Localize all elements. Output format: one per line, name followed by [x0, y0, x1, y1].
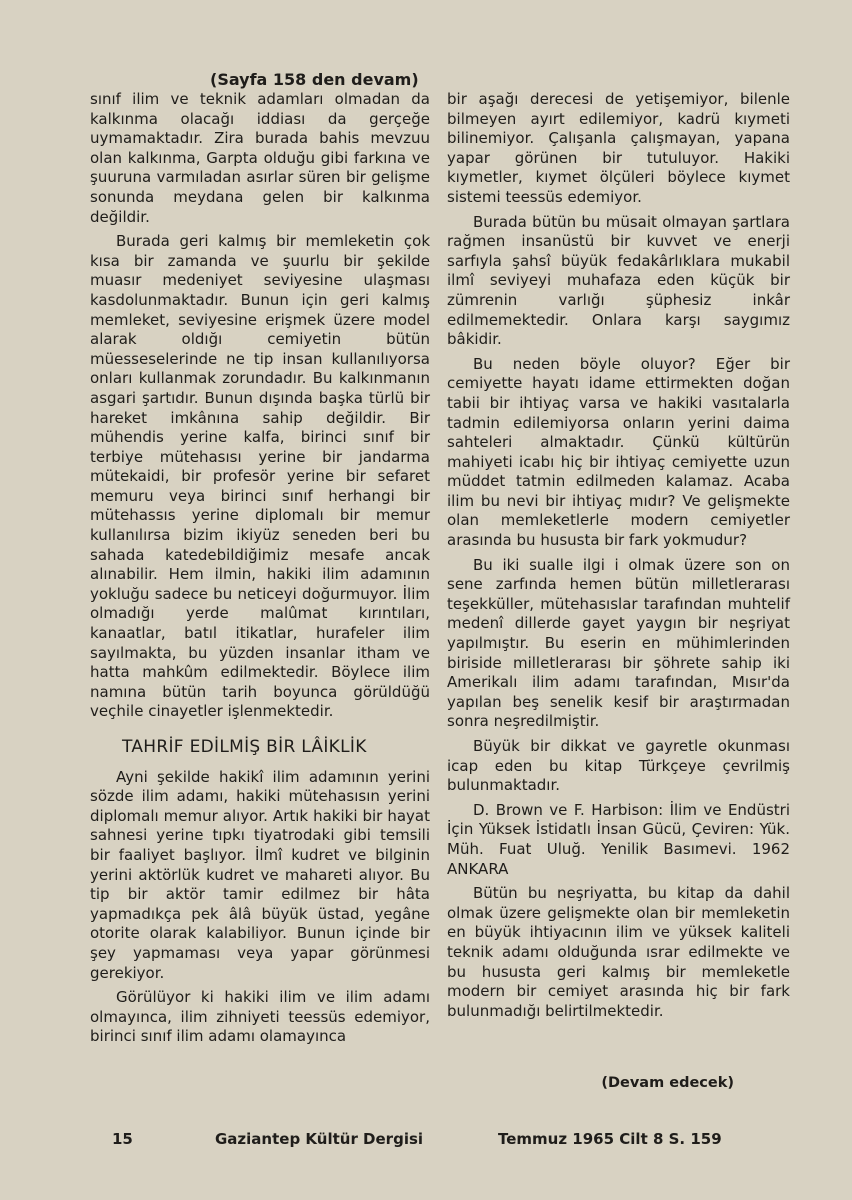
bibliography-entry: D. Brown ve F. Harbison: İlim ve Endüstri İçin Yüksek İstidatlı İnsan Gücü, Çeviren: Yük. Müh. Fuat Uluğ. Yenilik Basımevi. 1962 ANKARA [447, 800, 790, 878]
continuation-header: (Sayfa 158 den devam) [210, 70, 419, 89]
paragraph: Burada bütün bu müsait olmayan şartlara rağmen insanüstü bir kuvvet ve enerji sarfıyla şahsî büyük fedakârlıklara mukabil ilmî seviyeyi muhafaza eden küçük bir zümrenin varlığı şüphesiz inkâr edilmemektedir. Onlara karşı saygımız bâkidir. [447, 212, 790, 349]
paragraph: Görülüyor ki hakiki ilim ve ilim adamı olmayınca, ilim zihniyeti teessüs edemiyor, birinci sınıf ilim adamı olamayınca [90, 988, 430, 1046]
continued-note: (Devam edecek) [601, 1075, 734, 1091]
paragraph: Bütün bu neşriyatta, bu kitap da dahil olmak üzere gelişmekte olan bir memleketin en büyük ihtiyacının ilim ve yüksek kaliteli teknik adamı olduğunda ısrar edilmekte ve bu hususta geri kalmış bir memleketle modern bir cemiyet arasında hiç bir fark bulunmadığı belirtilmektedir. [447, 884, 790, 1020]
paragraph: Bu iki sualle ilgi i olmak üzere son on sene zarfında hemen bütün milletlerarası teşekküller, mütehasıslar tarafından muhtelif medenî dillerde gayet yaygın bir neşriyat yapılmıştır. Bu eserin en mühimlerinden biriside milletlerarası bir şöhrete sahip iki Amerikalı ilim adamı tarafından, Mısır'da yapılan beş senelik kesif bir araştırmadan sonra neşredilmiştir. [447, 555, 790, 731]
paragraph: sınıf ilim ve teknik adamları olmadan da kalkınma olacağı iddiası da gerçeğe uymamaktadır. Zira burada bahis mevzuu olan kalkınma, Garpta olduğu gibi farkına ve şuuruna varmıladan asırlar süren bir gelişme sonunda meydana gelen bir kalkınma değildir. [90, 90, 430, 226]
paragraph: Bu neden böyle oluyor? Eğer bir cemiyette hayatı idame ettirmekten doğan tabii bir ihtiyaç varsa ve hakiki vasıtalarla tadmin edilemiyorsa onların yerini daima sahteleri almaktadır. Çünkü kültürün mahiyeti icabı hiç bir ihtiyaç cemiyette uzun müddet tatmin edilmeden kalamaz. Acaba ilim bu nevi bir ihtiyaç mıdır? Ve gelişmekte olan memleketlerle modern cemiyetler arasında bu hususta bir fark yokmudur? [447, 354, 790, 550]
right-column [447, 90, 790, 1026]
paragraph: bir aşağı derecesi de yetişemiyor, bilenle bilmeyen ayırt edilemiyor, kadrü kıymeti bilinemiyor. Çalışanla çalışmayan, yapana yapar görünen bir tutuluyor. Hakiki kıymetler, kıymet ölçüleri böylece kıymet sistemi teessüs edemiyor. [447, 90, 790, 206]
page-number: 15 [112, 1130, 133, 1148]
paragraph: Burada geri kalmış bir memleketin çok kısa bir zamanda ve şuurlu bir şekilde muasır medeniyet seviyesine ulaşması kasdolunmaktadır. Bunun için geri kalmış memleket, seviyesine erişmek üzere model alarak oldığı cemiyetin bütün müesseselerinde ne tip insan kullanılıyorsa onları kullanmak zorundadır. Bu kalkınmanın asgari şartıdır. Bunun dışında başka türlü bir hareket imkânına sahip değildir. Bir mühendis yerine kalfa, birinci sınıf bir terbiye mütehasısı yerine bir jandarma mütekaidi, bir profesör yerine bir sefaret memuru veya birinci sınıf herhangi bir mütehassıs yerine diplomalı bir memur kullanılırsa bizim ikiyüz seneden beri bu sahada katedebildiğimiz mesafe ancak alınabilir. Hem ilmin, hakiki ilim adamının yokluğu sadece bu neticeyi doğurmuyor. İlim olmadığı yerde malûmat kırıntıları, kanaatlar, batıl itikatlar, hurafeler ilim sayılmakta, bu yüzden insanlar itham ve hatta mahkûm edilmektedir. Böylece ilim namına bütün tarih boyunca görüldüğü veçhile cinayetler işlenmektedir. [90, 232, 430, 721]
left-column [90, 90, 430, 1052]
paragraph: Ayni şekilde hakikî ilim adamının yerini sözde ilim adamı, hakiki mütehasısın yerini diplomalı memur alıyor. Artık hakiki bir hayat sahnesi yerine tıpkı tiyatrodaki gibi temsili bir faaliyet başlıyor. İlmî kudret ve bilginin yerini aktörlük kudret ve mahareti alıyor. Bu tip bir aktör tamir edilmez bir hâta yapmadıkça pek âlâ büyük üstad, yegâne otorite olarak kalabiliyor. Bunun içinde bir şey yapmaması veya yapar görünmesi gerekiyor. [90, 767, 430, 982]
journal-name: Gaziantep Kültür Dergisi [215, 1130, 424, 1148]
issue-info: Temmuz 1965 Cilt 8 S. 159 [498, 1130, 722, 1148]
section-title: TAHRİF EDİLMİŞ BİR LÂİKLİK [122, 737, 367, 757]
paragraph: Büyük bir dikkat ve gayretle okunması icap eden bu kitap Türkçeye çevrilmiş bulunmaktadır. [447, 737, 790, 795]
